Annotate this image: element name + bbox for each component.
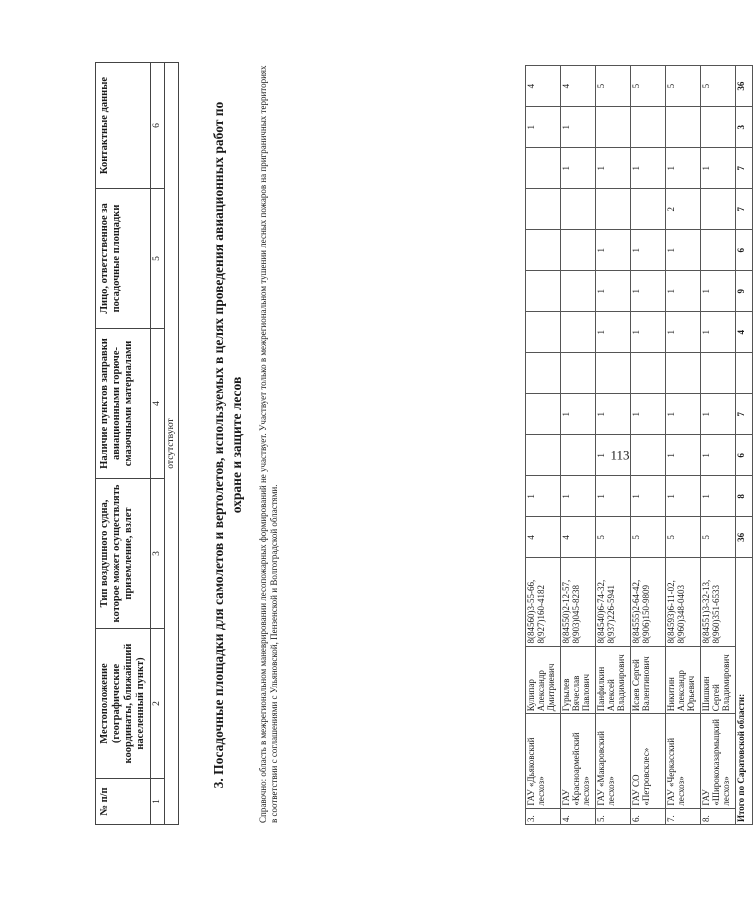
header-cell: Лицо, ответственное за посадочные площадки bbox=[96, 189, 151, 329]
row-org: ГАУ «Дьяковский лесхоз» bbox=[526, 714, 561, 808]
table-cell bbox=[701, 107, 736, 148]
table-cell: 1 bbox=[631, 230, 666, 271]
table-cell bbox=[666, 353, 701, 394]
table-cell: 1 bbox=[631, 148, 666, 189]
header-cell: Контактные данные bbox=[96, 63, 151, 189]
table-cell: 1 bbox=[596, 476, 631, 517]
total-cell bbox=[736, 353, 753, 394]
row-person: Гурылев Вячеслав Павлович bbox=[561, 646, 596, 714]
table-cell bbox=[701, 230, 736, 271]
table-cell bbox=[596, 107, 631, 148]
table-cell bbox=[561, 312, 596, 353]
header-cell: Тип воздушного судна, которое может осуществлять приземление, взлет bbox=[96, 479, 151, 629]
table-cell: 1 bbox=[631, 394, 666, 435]
table-cell: 1 bbox=[701, 312, 736, 353]
table-cell: 4 bbox=[561, 517, 596, 558]
row-num: 4. bbox=[561, 808, 596, 824]
column-number: 2 bbox=[151, 629, 165, 779]
table-cell bbox=[561, 353, 596, 394]
table-cell: 1 bbox=[701, 394, 736, 435]
table-cell: 1 bbox=[631, 271, 666, 312]
table-cell: 1 bbox=[596, 230, 631, 271]
table-cell bbox=[526, 353, 561, 394]
table-cell: 1 bbox=[526, 476, 561, 517]
total-cell: 6 bbox=[736, 230, 753, 271]
total-cell: 36 bbox=[736, 517, 753, 558]
table-cell: 1 bbox=[596, 148, 631, 189]
row-phones: 8(84555)2-64-42, 8(906)150-9809 bbox=[631, 558, 666, 646]
table-cell bbox=[666, 107, 701, 148]
row-num: 6. bbox=[631, 808, 666, 824]
table-cell bbox=[526, 394, 561, 435]
table-cell: 4 bbox=[526, 517, 561, 558]
section-title: 3. Посадочные площадки для самолетов и вертолетов, используемых в целях проведения авиационных работ по охране и защите лесов bbox=[211, 101, 244, 789]
reference-note: Справочно: область в межрегиональном маневрировании лесопожарных формирований не участвует. Участвует только в межрегиональном тушении лесных пожаров на приграничных территориях в соответствии с соглашениями с Ульяновской, Пензенской и Волгоградской областями. bbox=[258, 65, 280, 823]
table-cell: 1 bbox=[631, 312, 666, 353]
landing-header-row bbox=[96, 63, 151, 825]
column-number: 1 bbox=[151, 779, 165, 825]
table-row bbox=[526, 66, 561, 825]
landing-numbers-row bbox=[151, 63, 165, 825]
table-cell: 1 bbox=[561, 107, 596, 148]
total-row bbox=[736, 66, 753, 825]
table-cell bbox=[701, 353, 736, 394]
total-cell: 36 bbox=[736, 66, 753, 107]
row-phones: 8(84550)2-12-57, 8(903)045-8238 bbox=[561, 558, 596, 646]
table-cell: 1 bbox=[701, 148, 736, 189]
table-cell bbox=[526, 312, 561, 353]
table-cell: 5 bbox=[701, 517, 736, 558]
row-num: 3. bbox=[526, 808, 561, 824]
table-cell: 1 bbox=[666, 148, 701, 189]
row-person: Панфилкин Алексей Владимирович bbox=[596, 646, 631, 714]
total-cell: 8 bbox=[736, 476, 753, 517]
table-cell: 1 bbox=[666, 476, 701, 517]
table-cell: 5 bbox=[666, 66, 701, 107]
row-org: ГАУ «Макаровский лесхоз» bbox=[596, 714, 631, 808]
table-cell: 1 bbox=[526, 107, 561, 148]
total-cell: 9 bbox=[736, 271, 753, 312]
table-cell: 1 bbox=[666, 271, 701, 312]
column-number: 4 bbox=[151, 329, 165, 479]
row-phones: 8(84540)6-74-32, 8(937)226-5941 bbox=[596, 558, 631, 646]
table-cell bbox=[631, 189, 666, 230]
table-cell bbox=[526, 189, 561, 230]
table-cell bbox=[561, 435, 596, 476]
table-cell: 5 bbox=[596, 66, 631, 107]
table-cell: 1 bbox=[701, 476, 736, 517]
table-cell: 1 bbox=[596, 394, 631, 435]
table-cell bbox=[631, 353, 666, 394]
table-cell: 1 bbox=[561, 394, 596, 435]
table-cell: 5 bbox=[596, 517, 631, 558]
column-number: 3 bbox=[151, 479, 165, 629]
table-cell: 1 bbox=[666, 394, 701, 435]
row-person: Никитин Александр Юрьевич bbox=[666, 646, 701, 714]
table-cell bbox=[561, 271, 596, 312]
table-cell: 1 bbox=[666, 312, 701, 353]
table-cell bbox=[701, 189, 736, 230]
table-cell: 1 bbox=[631, 476, 666, 517]
table-cell: 1 bbox=[596, 435, 631, 476]
table-row bbox=[596, 66, 631, 825]
table-cell: 5 bbox=[631, 66, 666, 107]
table-cell bbox=[526, 271, 561, 312]
table-cell bbox=[631, 435, 666, 476]
table-cell: 5 bbox=[666, 517, 701, 558]
row-org: ГАУ «Черкасский лесхоз» bbox=[666, 714, 701, 808]
table-cell bbox=[596, 353, 631, 394]
table-cell: 1 bbox=[561, 476, 596, 517]
table-row bbox=[631, 66, 666, 825]
absent-value: отсутствуют bbox=[165, 63, 179, 825]
table-cell bbox=[561, 189, 596, 230]
table-cell bbox=[561, 230, 596, 271]
row-num: 7. bbox=[666, 808, 701, 824]
header-cell: Наличие пунктов заправки авиационными горюче-смазочными материалами bbox=[96, 329, 151, 479]
total-cell: 7 bbox=[736, 189, 753, 230]
table-cell: 5 bbox=[631, 517, 666, 558]
row-phones: 8(84560)3-55-66, 8(927)160-4182 bbox=[526, 558, 561, 646]
column-number: 6 bbox=[151, 63, 165, 189]
header-cell: № п/п bbox=[96, 779, 151, 825]
table-cell: 2 bbox=[666, 189, 701, 230]
table-row bbox=[561, 66, 596, 825]
row-org: ГАУ «Красноармейский лесхоз» bbox=[561, 714, 596, 808]
total-cell: 4 bbox=[736, 312, 753, 353]
table-row bbox=[666, 66, 701, 825]
table-cell: 5 bbox=[701, 66, 736, 107]
total-cell: 6 bbox=[736, 435, 753, 476]
table-cell: 4 bbox=[561, 66, 596, 107]
total-cell: 7 bbox=[736, 148, 753, 189]
total-cell: 7 bbox=[736, 394, 753, 435]
table-cell bbox=[596, 189, 631, 230]
row-org: ГАУ «Ширококазармыцкий лесхоз» bbox=[701, 714, 736, 808]
table-cell: 1 bbox=[701, 271, 736, 312]
total-label: Итого по Саратовской области: bbox=[736, 558, 753, 825]
table-cell: 1 bbox=[701, 435, 736, 476]
header-cell: Местоположение (географические координаты, ближайший населенный пункт) bbox=[96, 629, 151, 779]
resources-table bbox=[525, 65, 753, 825]
row-person: Кулипар Александр Дмитриевич bbox=[526, 646, 561, 714]
row-num: 8. bbox=[701, 808, 736, 824]
table-cell bbox=[631, 107, 666, 148]
table-cell: 1 bbox=[561, 148, 596, 189]
table-cell: 1 bbox=[596, 312, 631, 353]
row-num: 5. bbox=[596, 808, 631, 824]
row-phones: 8(84593)6-11-02, 8(960)348-0403 bbox=[666, 558, 701, 646]
landing-value-row bbox=[165, 63, 179, 825]
row-person: Шишкин Сергей Владимирович bbox=[701, 646, 736, 714]
row-phones: 8(84551)3-32-13, 8(960)351-6533 bbox=[701, 558, 736, 646]
table-cell bbox=[526, 435, 561, 476]
row-org: ГАУ СО «Петровсклес» bbox=[631, 714, 666, 808]
landing-sites-table bbox=[95, 62, 179, 825]
row-person: Исаев Сергей Валентинович bbox=[631, 646, 666, 714]
table-row bbox=[701, 66, 736, 825]
table-cell bbox=[526, 148, 561, 189]
page-number: 113 bbox=[610, 447, 630, 463]
total-cell: 3 bbox=[736, 107, 753, 148]
table-cell: 1 bbox=[666, 230, 701, 271]
table-cell: 1 bbox=[596, 271, 631, 312]
column-number: 5 bbox=[151, 189, 165, 329]
table-cell: 1 bbox=[666, 435, 701, 476]
table-cell bbox=[526, 230, 561, 271]
table-cell: 4 bbox=[526, 66, 561, 107]
